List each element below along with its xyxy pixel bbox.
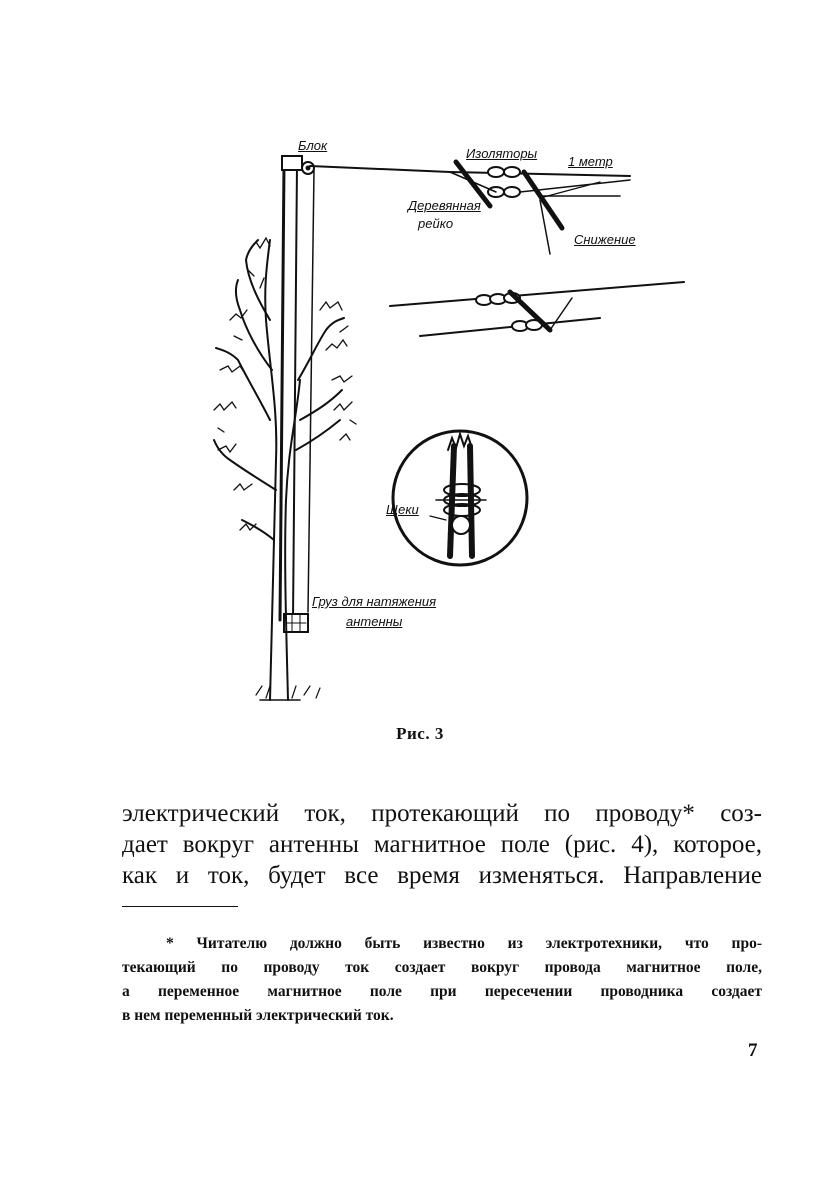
page-number: 7	[748, 1040, 758, 1061]
body-line: электрический ток, протекающий по проводу* соз-	[122, 800, 762, 827]
pulley-block	[302, 162, 314, 174]
label-weight-line2: антенны	[346, 614, 403, 629]
label-cheeks: Щеки	[386, 502, 419, 517]
figure-caption: Рис. 3	[396, 724, 444, 743]
footnote-line: текающий по проводу ток создает вокруг провода магнитное поле,	[122, 959, 762, 976]
label-block: Блок	[298, 138, 328, 153]
footnote-line: в нем переменный электрический ток.	[122, 1007, 394, 1024]
body-line: как и ток, будет все время изменяться. Направление	[122, 862, 762, 889]
footnote-divider	[122, 906, 238, 907]
label-insulators: Изоляторы	[466, 146, 538, 161]
label-wooden-rail-line2: рейко	[418, 216, 454, 231]
footnote	[122, 932, 762, 1028]
label-wooden-rail-line1: Деревянная	[408, 198, 481, 213]
footnote-line: * Читателю должно быть известно из электротехники, что про-	[166, 935, 762, 952]
footnote-line: а переменное магнитное поле при пересечении проводника создает	[122, 983, 762, 1000]
tension-weight	[284, 614, 308, 632]
pulley-detail-circle	[393, 431, 527, 565]
label-weight-line1: Груз для натяжения	[312, 594, 437, 609]
antenna-illustration	[200, 120, 700, 720]
antenna-wire-detail	[390, 282, 684, 336]
label-downlead: Снижение	[574, 232, 636, 247]
body-paragraph	[122, 798, 762, 891]
body-line: дает вокруг антенны магнитное поле (рис. 4), которое,	[122, 831, 762, 858]
label-one-meter: 1 метр	[568, 154, 613, 169]
